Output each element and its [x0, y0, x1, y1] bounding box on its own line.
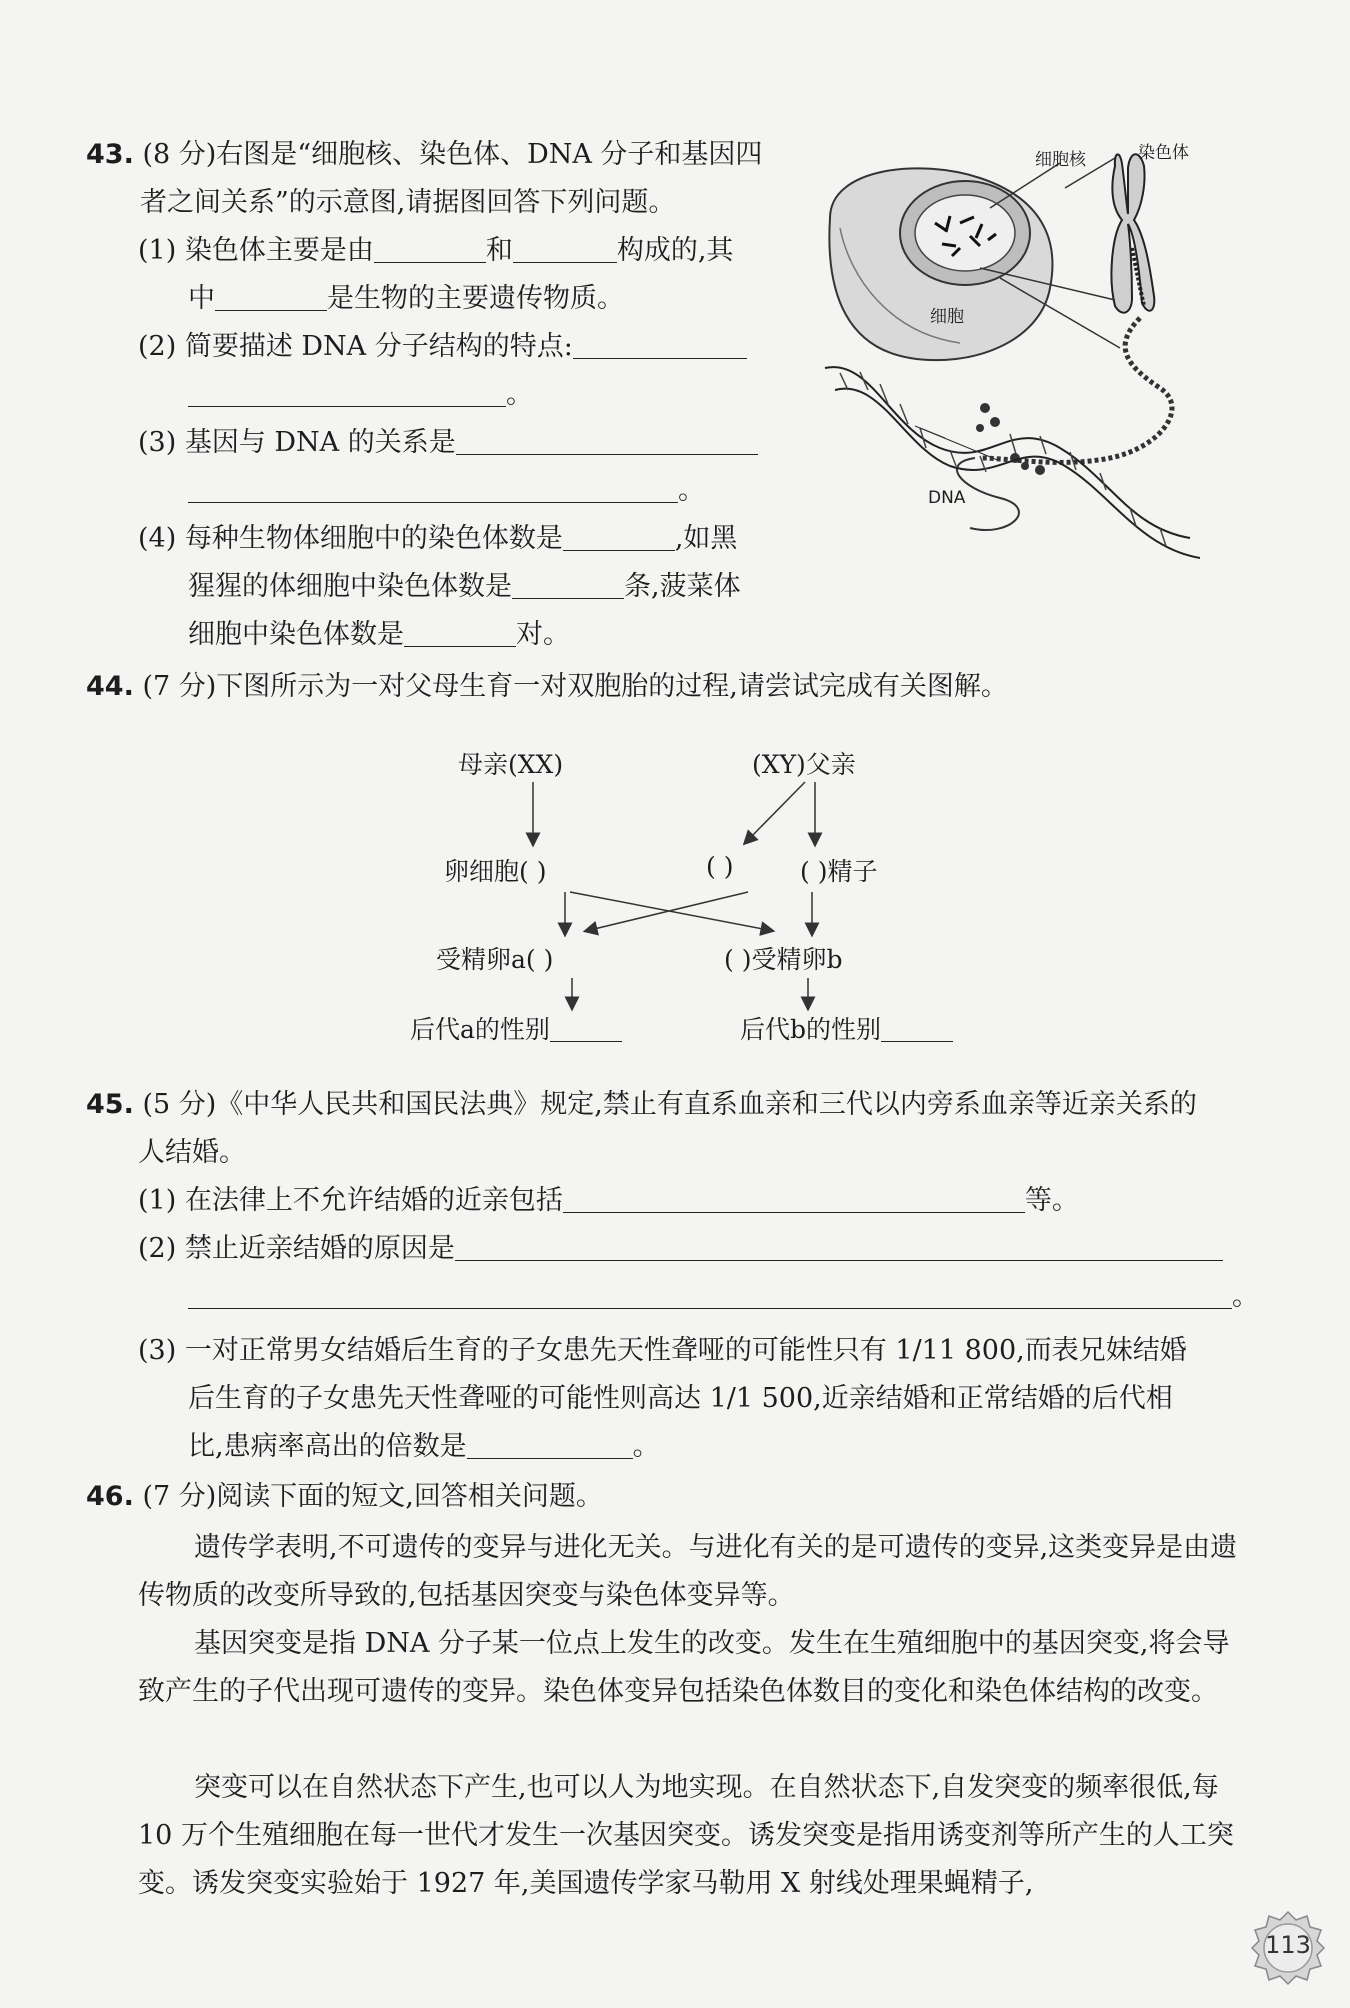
q45-part2-line2 — [188, 1278, 1259, 1316]
q45-stem-text1: (5 分)《中华人民共和国民法典》规定,禁止有直系血亲和三代以内旁系血亲等近亲关系的 — [142, 1089, 1197, 1120]
mother-label: 母亲(XX) — [458, 750, 564, 779]
answer-blank[interactable] — [467, 1430, 633, 1459]
q43-p2-text-a: (2) 简要描述 DNA 分子结构的特点: — [138, 331, 573, 362]
q46-number: 46. — [86, 1481, 134, 1512]
q43-p1-text-d: 中 — [188, 283, 215, 314]
q43-stem-text1: (8 分)右图是“细胞核、染色体、DNA 分子和基因四 — [142, 139, 763, 170]
figure-label-nucleus: 细胞核 — [1035, 150, 1086, 170]
q46-paragraph-3: 突变可以在自然状态下产生,也可以人为地实现。在自然状态下,自发突变的频率很低,每 10 万个生殖细胞在每一世代才发生一次基因突变。诱发突变是指用诱变剂等所产生的人工突变。诱发突变实验始于 1927 年,美国遗传学家马勒用 X 射线处理果蝇精子, — [138, 1772, 1234, 1899]
q45-p3-text: 比,患病率高出的倍数是 — [188, 1431, 467, 1462]
q43-stem-line2: 者之间关系”的示意图,请据图回答下列问题。 — [140, 187, 676, 218]
q45-part3-line3 — [188, 1428, 660, 1466]
egg-cell-label: 卵细胞( ) — [444, 857, 547, 886]
q43-p4-text-d: 条,菠菜体 — [624, 571, 741, 602]
q45-part2-line1 — [138, 1230, 1223, 1268]
figure-label-cell: 细胞 — [930, 307, 964, 327]
q46-stem-line — [86, 1478, 603, 1516]
q44-stem-text: (7 分)下图所示为一对父母生育一对双胞胎的过程,请尝试完成有关图解。 — [142, 671, 1008, 702]
answer-blank[interactable] — [455, 1232, 1223, 1261]
zygote-b-label: ( )受精卵b — [724, 945, 843, 974]
zygote-a-label: 受精卵a( ) — [436, 945, 554, 974]
q43-p1-text-b: 和 — [485, 235, 513, 266]
offspring-b-label: 后代b的性别 — [740, 1015, 882, 1044]
q43-p4-text-b: ,如黑 — [674, 523, 738, 554]
q45-p1-text-a: (1) 在法律上不允许结婚的近亲包括 — [138, 1185, 563, 1216]
q45-stem-line2: 人结婚。 — [138, 1137, 246, 1168]
q45-stem-line1 — [86, 1086, 1197, 1124]
q43-p1-text-e: 是生物的主要遗传物质。 — [327, 283, 624, 314]
father-label: (XY)父亲 — [752, 750, 856, 779]
offspring-a-label: 后代a的性别 — [410, 1015, 550, 1044]
figure-label-chromosome: 染色体 — [1138, 143, 1189, 163]
q43-p4-text-e: 细胞中染色体数是 — [188, 619, 404, 650]
q45-part3-line1: (3) 一对正常男女结婚后生育的子女患先天性聋哑的可能性只有 1/11 800,而表兄妹结婚 — [138, 1335, 1187, 1366]
sperm-label-2: ( )精子 — [800, 857, 878, 886]
answer-blank[interactable] — [188, 1280, 1232, 1309]
q45-number: 45. — [86, 1089, 134, 1120]
sperm-label-1: ( ) — [706, 852, 734, 881]
q43-p3-text-a: (3) 基因与 DNA 的关系是 — [138, 427, 456, 458]
q43-p4-text-f: 对。 — [516, 619, 570, 650]
page-number: 113 — [1265, 1931, 1311, 1959]
figure-label-dna: DNA — [928, 488, 966, 508]
q43-p3-end: 。 — [678, 475, 705, 506]
page-number-badge — [1250, 1910, 1326, 1986]
q46-stem-text: (7 分)阅读下面的短文,回答相关问题。 — [142, 1481, 603, 1512]
q43-p1-text-a: (1) 染色体主要是由 — [138, 235, 374, 266]
q45-part3-line2: 后生育的子女患先天性聋哑的可能性则高达 1/1 500,近亲结婚和正常结婚的后代相 — [188, 1383, 1173, 1414]
q45-p2-text-a: (2) 禁止近亲结婚的原因是 — [138, 1233, 455, 1264]
q45-part1-line — [138, 1182, 1079, 1220]
q43-number: 43. — [86, 139, 134, 170]
q46-paragraph-2: 基因突变是指 DNA 分子某一位点上发生的改变。发生在生殖细胞中的基因突变,将会导致产生的子代出现可遗传的变异。染色体变异包括染色体数目的变化和染色体结构的改变。 — [138, 1628, 1230, 1707]
q46-paragraph-1: 遗传学表明,不可遗传的变异与进化无关。与进化有关的是可遗传的变异,这类变异是由遗传物质的改变所导致的,包括基因突变与染色体变异等。 — [138, 1532, 1238, 1611]
q43-p2-end: 。 — [506, 379, 533, 410]
q45-p3-end: 。 — [632, 1431, 660, 1462]
q43-p4-text-a: (4) 每种生物体细胞中的染色体数是 — [138, 523, 563, 554]
answer-blank[interactable] — [563, 1184, 1025, 1213]
q43-p1-text-c: 构成的,其 — [616, 235, 734, 266]
q45-p1-text-b: 等。 — [1024, 1185, 1079, 1216]
q43-p4-text-c: 猩猩的体细胞中染色体数是 — [188, 571, 512, 602]
q44-number: 44. — [86, 671, 134, 702]
q45-p2-end: 。 — [1232, 1281, 1259, 1312]
